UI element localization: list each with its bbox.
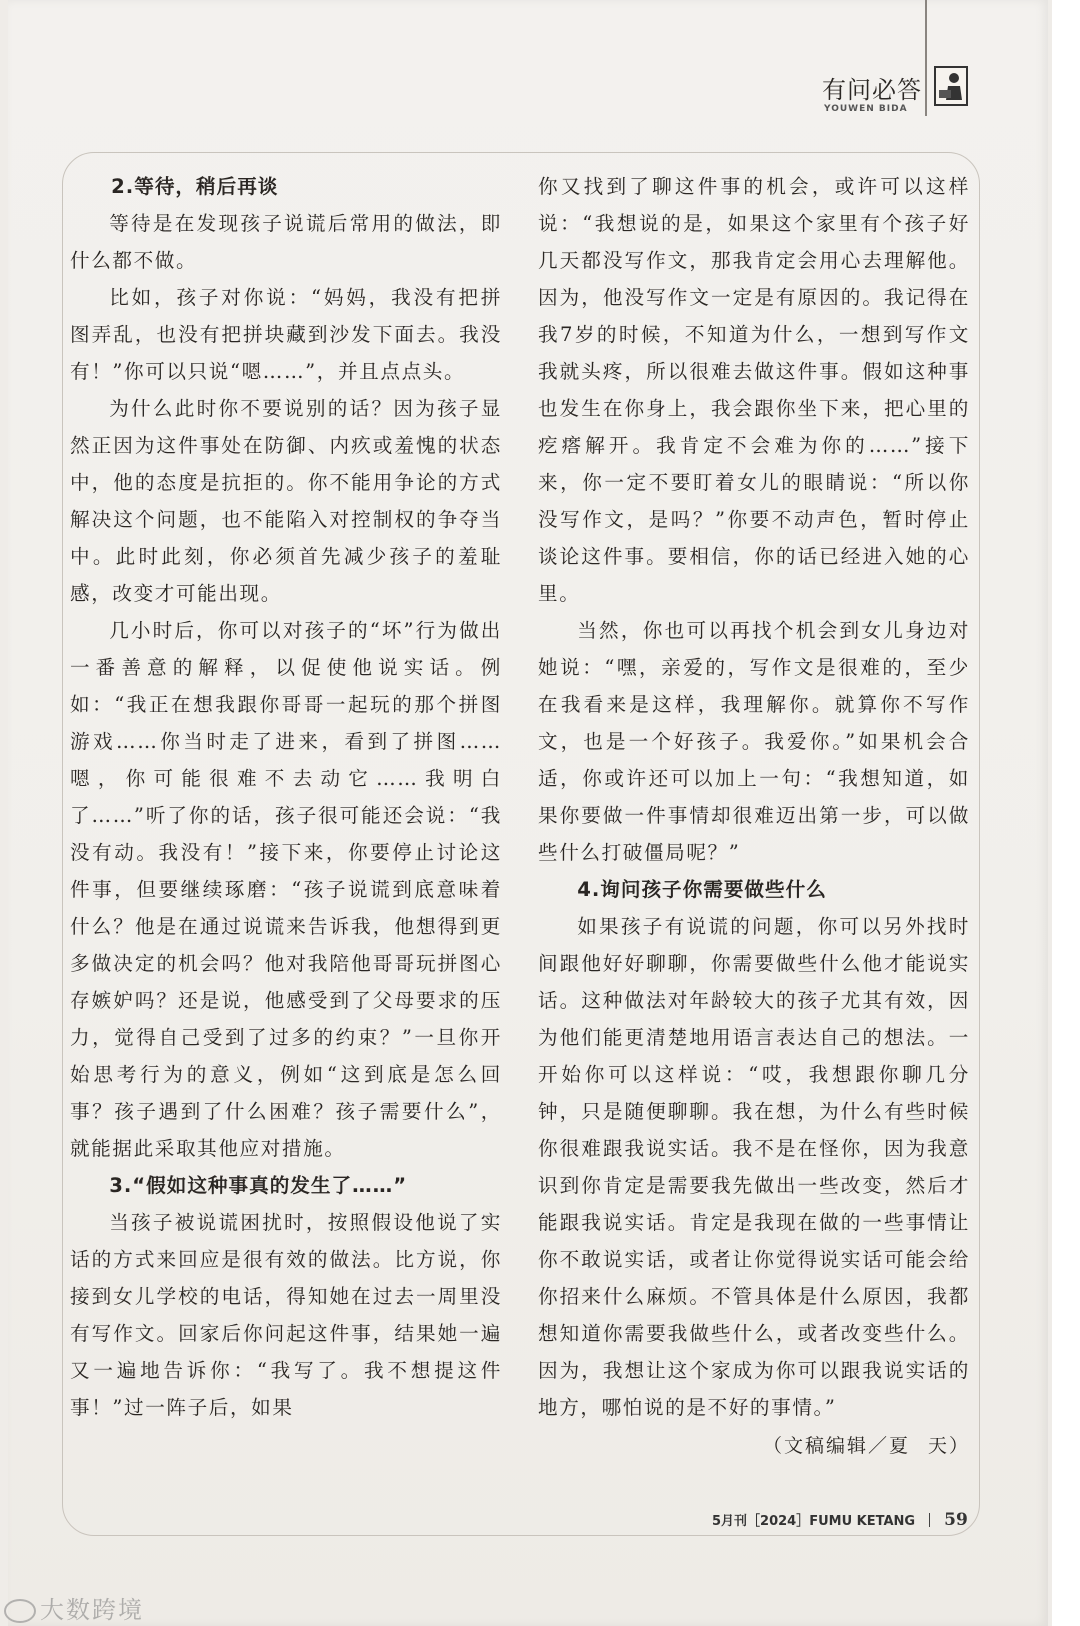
paragraph: 如果孩子有说谎的问题，你可以另外找时间跟他好好聊聊，你需要做些什么他才能说实话。这种做法对年龄较大的孩子尤其有效，因为他们能更清楚地用语言表达自己的想法。一开始你可以这样说：“哎，我想跟你聊几分钟，只是随便聊聊。我在想，为什么有些时候你很难跟我说实话。我不是在怪你，因为我意识到你肯定是需要我先做出一些改变，然后才能跟我说实话。肯定是我现在做的一些事情让你不敢说实话，或者让你觉得说实话可能会给你招来什么麻烦。不管具体是什么原因，我都想知道你需要我做些什么，或者改变些什么。因为，我想让这个家成为你可以跟我说实话的地方，哪怕说的是不好的事情。” xyxy=(538,915,970,1419)
watermark-logo-icon xyxy=(4,1599,36,1623)
left-column xyxy=(70,168,502,1426)
editor-credit-end: 天） xyxy=(927,1435,970,1457)
column-header xyxy=(822,70,972,120)
page-number: 59 xyxy=(944,1510,968,1530)
editor-credit-label: （文稿编辑／夏 xyxy=(762,1435,910,1457)
column-title: 有问必答 xyxy=(822,76,922,104)
footer-divider xyxy=(929,1513,930,1527)
section-heading: 3.“假如这种事真的发生了……” xyxy=(109,1174,408,1197)
paragraph: 当孩子被说谎困扰时，按照假设他说了实话的方式来回应是很有效的做法。比方说，你接到女儿学校的电话，得知她在过去一周里没有写作文。回家后你问起这件事，结果她一遍又一遍地告诉你：“我写了。我不想提这件事！”过一阵子后，如果 xyxy=(70,1211,502,1419)
reading-person-icon xyxy=(934,66,968,106)
paragraph: 当然，你也可以再找个机会到女儿身边对她说：“嘿，亲爱的，写作文是很难的，至少在我看来是这样，我理解你。就算你不写作文，也是一个好孩子。我爱你。”如果机会合适，你或许还可以加上一句：“我想知道，如果你要做一件事情却很难迈出第一步，可以做些什么打破僵局呢？” xyxy=(538,619,970,864)
paragraph: 等待是在发现孩子说谎后常用的做法，即什么都不做。 xyxy=(70,212,502,272)
paragraph: 几小时后，你可以对孩子的“坏”行为做出一番善意的解释，以促使他说实话。例如：“我正在想我跟你哥哥一起玩的那个拼图游戏……你当时走了进来，看到了拼图……嗯，你可能很难不去动它……我明白了……”听了你的话，孩子很可能还会说：“我没有动。我没有！”接下来，你要停止讨论这件事，但要继续琢磨：“孩子说谎到底意味着什么？他是在通过说谎来告诉我，他想得到更多做决定的机会吗？他对我陪他哥哥玩拼图心存嫉妒吗？还是说，他感受到了父母要求的压力，觉得自己受到了过多的约束？”一旦你开始思考行为的意义，例如“这到底是怎么回事？孩子遇到了什么困难？孩子需要什么”，就能据此采取其他应对措施。 xyxy=(70,619,502,1160)
page-footer xyxy=(712,1510,968,1534)
page-edge xyxy=(1052,0,1080,1626)
paragraph: 比如，孩子对你说：“妈妈，我没有把拼图弄乱，也没有把拼块藏到沙发下面去。我没有！”你可以只说“嗯……”，并且点点头。 xyxy=(70,286,502,383)
paragraph: 你又找到了聊这件事的机会，或许可以这样说：“我想说的是，如果这个家里有个孩子好几天都没写作文，那我肯定会用心去理解他。因为，他没写作文一定是有原因的。我记得在我7岁的时候，不知道为什么，一想到写作文我就头疼，所以很难去做这件事。假如这种事也发生在你身上，我会跟你坐下来，把心里的疙瘩解开。我肯定不会难为你的……”接下来，你一定不要盯着女儿的眼睛说：“所以你没写作文，是吗？”你要不动声色，暂时停止谈论这件事。要相信，你的话已经进入她的心里。 xyxy=(538,175,970,605)
issue-label: 5月刊［2024］FUMU KETANG xyxy=(712,1514,916,1529)
paragraph: 为什么此时你不要说别的话？因为孩子显然正因为这件事处在防御、内疚或羞愧的状态中，他的态度是抗拒的。你不能用争论的方式解决这个问题，也不能陷入对控制权的争夺当中。此时此刻，你必须首先减少孩子的羞耻感，改变才可能出现。 xyxy=(70,397,502,605)
section-heading: 2.等待，稍后再谈 xyxy=(111,175,279,198)
section-heading: 4.询问孩子你需要做些什么 xyxy=(577,878,827,901)
right-column xyxy=(538,168,970,1465)
column-subtitle: YOUWEN BIDA xyxy=(824,104,908,114)
editor-credit xyxy=(538,1428,970,1465)
watermark-text: 大数跨境 xyxy=(40,1596,144,1624)
watermark xyxy=(4,1590,144,1625)
